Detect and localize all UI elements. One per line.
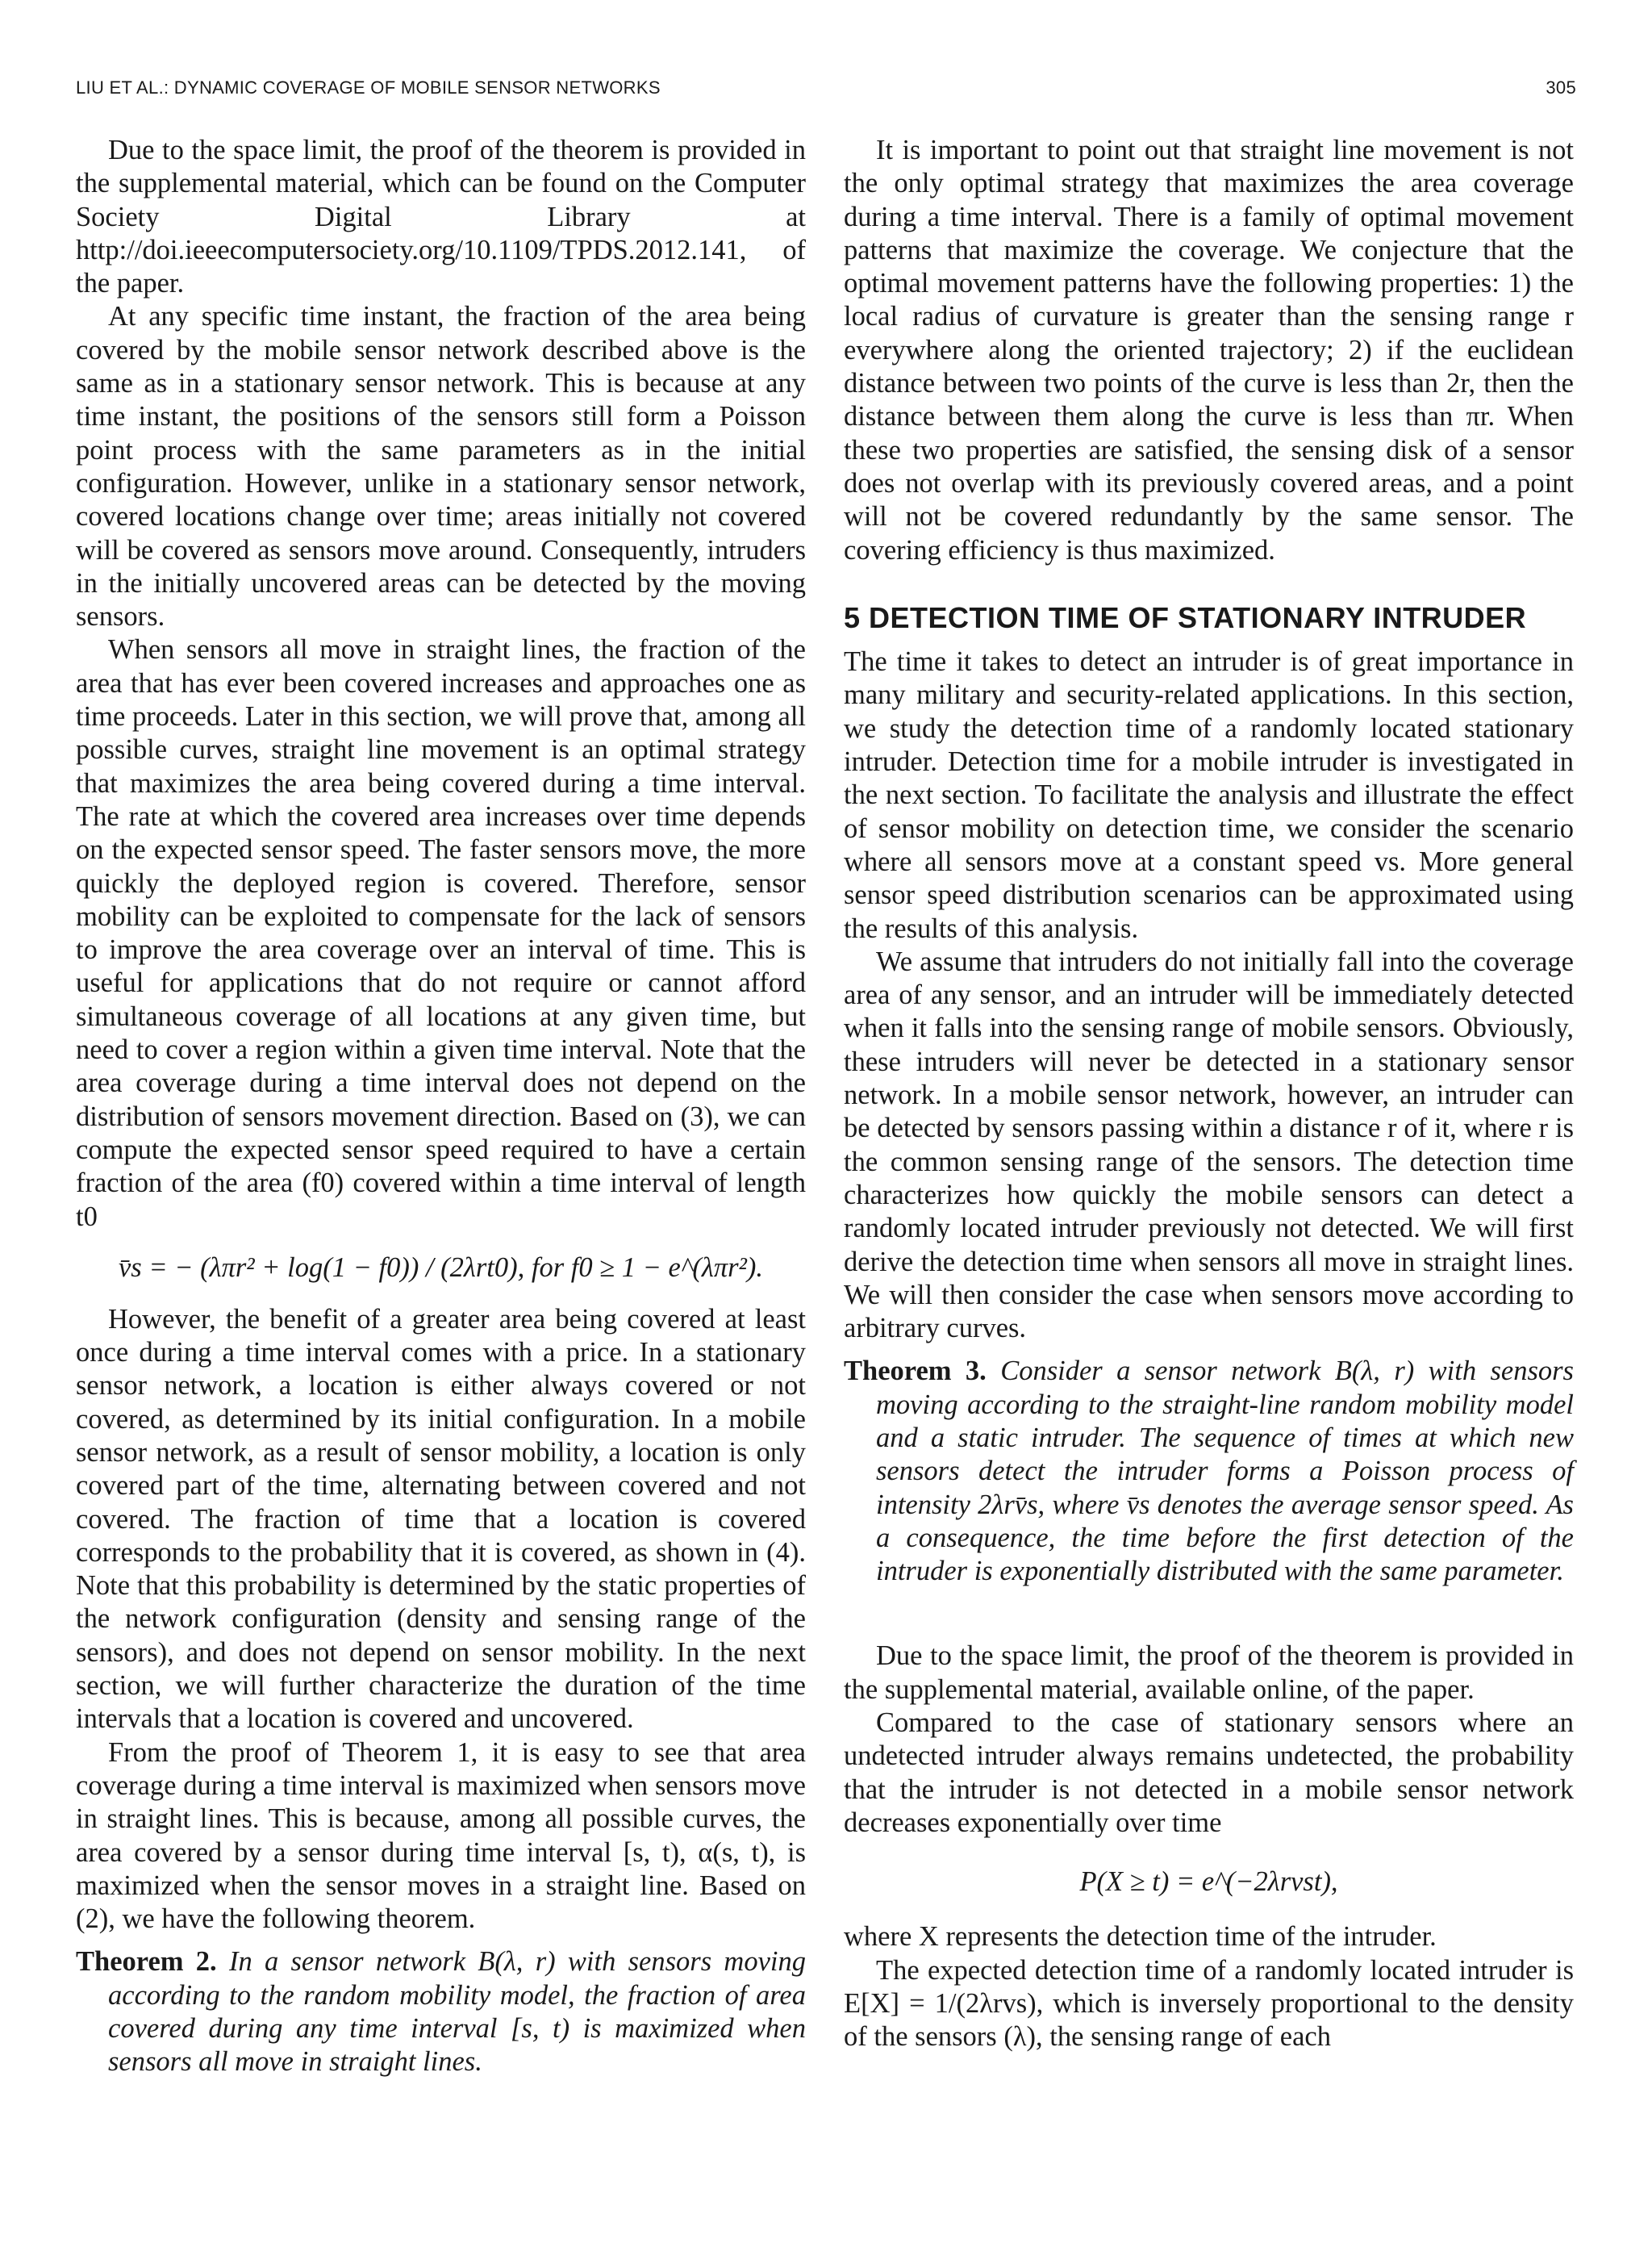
theorem-spacer (844, 1601, 1574, 1640)
theorem-2-label: Theorem 2. (76, 1946, 217, 1978)
left-paragraph-3: When sensors all move in straight lines, the fraction of the area that has ever been covered increases and approaches one as time proceeds. Later in this section, we will prove that, among all possible curves, straight line movement is an optimal strategy that maximizes the area being covered during a time interval. The rate at which the covered area increases over time depends on the expected sensor speed. The faster sensors move, the more quickly the deployed region is covered. Therefore, sensor mobility can be exploited to compensate for the lack of sensors to improve the area coverage over an interval of time. This is useful for applications that do not require or cannot afford simultaneous coverage of all locations at any given time, but need to cover a region within a given time interval. Note that the area coverage during a time interval does not depend on the distribution of sensors movement direction. Based on (3), we can compute the expected sensor speed required to have a certain fraction of the area (f0) covered within a time interval of length t0 (76, 634, 806, 1232)
section-heading: 5 DETECTION TIME OF STATIONARY INTRUDER (844, 600, 1527, 634)
right-paragraph-7: The expected detection time of a randomly located intruder is E[X] = 1/(2λrvs), which is inversely proportional to the density of the sensors (λ), the sensing range of each (844, 1954, 1574, 2053)
left-paragraph-1: Due to the space limit, the proof of the theorem is provided in the supplemental material, which can be found on the Computer Society Digital Library at http://doi.ieeecomputersociety.org/10.1109/TPDS.2012.141, of the paper. (76, 135, 806, 299)
right-paragraph-6: where X represents the detection time of the intruder. (844, 1921, 1437, 1953)
equation-expected-speed: v̄s = − (λπr² + log(1 − f0)) / (2λrt0), for f0 ≥ 1 − e^(λπr²). (118, 1251, 764, 1283)
right-paragraph-2: The time it takes to detect an intruder is of great importance in many military and security-related applications. In this section, we study the detection time of a randomly located stationary intruder. Detection time for a mobile intruder is investigated in the next section. To facilitate the analysis and illustrate the effect of sensor mobility on detection time, we consider the scenario where all sensors move at a constant speed vs. More general sensor speed distribution scenarios can be approximated using the results of this analysis. (844, 646, 1574, 944)
left-paragraph-2: At any specific time instant, the fraction of the area being covered by the mobile sensor network described above is the same as in a stationary sensor network. This is because at any time instant, the positions of the sensors still form a Poisson point process with the same parameters as in the initial configuration. However, unlike in a stationary sensor network, covered locations change over time; areas initially not covered will be covered as sensors move around. Consequently, intruders in the initially uncovered areas can be detected by the moving sensors. (76, 301, 806, 633)
running-title: LIU ET AL.: DYNAMIC COVERAGE OF MOBILE SENSOR NETWORKS (76, 77, 661, 98)
right-paragraph-3: We assume that intruders do not initially fall into the coverage area of any sensor, and an intruder will be immediately detected when it falls into the sensing range of mobile sensors. Obviously, these intruders will never be detected in a stationary sensor network. In a mobile sensor network, however, an intruder can be detected by sensors passing within a distance r of it, where r is the common sensing range of the sensors. The detection time characterizes how quickly the mobile sensors can detect a randomly located intruder previously not detected. We will first derive the detection time when sensors all move in straight lines. We will then consider the case when sensors move according to arbitrary curves. (844, 946, 1574, 1344)
theorem-3-body: Consider a sensor network B(λ, r) with sensors moving according to the straight-line random mobility model and a static intruder. The sequence of times at which new sensors detect the intruder forms a Poisson process of intensity 2λrv̄s, where v̄s denotes the average sensor speed. As a consequence, the time before the first detection of the intruder is exponentially distributed with the same parameter. (876, 1356, 1574, 1587)
left-paragraph-5: From the proof of Theorem 1, it is easy to see that area coverage during a time interval is maximized when sensors move in straight lines. This is because, among all possible curves, the area covered by a sensor during time interval [s, t), α(s, t), is maximized when the sensor moves in a straight line. Based on (2), we have the following theorem. (76, 1736, 806, 1935)
left-column (76, 134, 806, 2092)
equation-detection-probability: P(X ≥ t) = e^(−2λrvst), (1079, 1866, 1338, 1898)
left-paragraph-4: However, the benefit of a greater area being covered at least once during a time interval comes with a price. In a stationary sensor network, a location is either always covered or not covered, as determined by its initial configuration. In a mobile sensor network, as a result of sensor mobility, a location is only covered part of the time, alternating between covered and not covered. The fraction of time that a location is covered corresponds to the probability that it is covered, as shown in (4). Note that this probability is determined by the static properties of the network configuration (density and sensing range of the sensors), and does not depend on sensor mobility. In the next section, we will further characterize the duration of the time intervals that a location is covered and uncovered. (76, 1303, 806, 1735)
theorem-3-label: Theorem 3. (844, 1356, 987, 1387)
theorem-2-body: In a sensor network B(λ, r) with sensors moving according to the random mobility model, the fraction of area covered during any time interval [s, t) is maximized when sensors all move in straight lines. (108, 1946, 806, 2078)
right-column (844, 134, 1574, 2053)
running-header (76, 77, 1576, 107)
page-number: 305 (1546, 77, 1576, 98)
theorem-3 (844, 1355, 1574, 1588)
right-paragraph-4: Due to the space limit, the proof of the theorem is provided in the supplemental material, available online, of the paper. (844, 1640, 1574, 1705)
right-paragraph-1: It is important to point out that straight line movement is not the only optimal strategy that maximizes the area coverage during a time interval. There is a family of optimal movement patterns that maximize the coverage. We conjecture that the optimal movement patterns have the following properties: 1) the local radius of curvature is greater than the sensing range r everywhere along the oriented trajectory; 2) if the euclidean distance between two points of the curve is less than 2r, then the distance between them along the curve is less than πr. When these two properties are satisfied, the sensing disk of a sensor does not overlap with its previously covered areas, and a point will not be covered redundantly by the same sensor. The covering efficiency is thus maximized. (844, 135, 1574, 566)
theorem-2 (76, 1945, 806, 2078)
right-paragraph-5: Compared to the case of stationary sensors where an undetected intruder always remains undetected, the probability that the intruder is not detected in a mobile sensor network decreases exponentially over time (844, 1707, 1574, 1838)
